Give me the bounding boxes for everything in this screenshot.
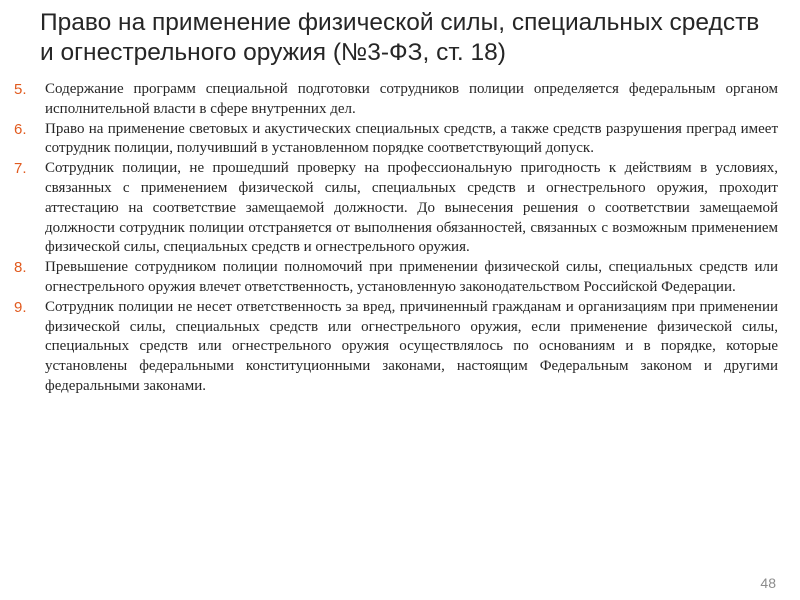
list-item-text: Содержание программ специальной подготовки сотрудников полиции определяется федеральным органом исполнительной власти в сфере внутренних дел.	[45, 81, 778, 117]
list-item-6	[14, 120, 778, 160]
numbered-list	[14, 80, 778, 397]
page-number: 48	[760, 575, 776, 591]
list-item-number: 5.	[14, 81, 27, 98]
slide-title: Право на применение физической силы, специальных средств и огнестрельного оружия (№3-ФЗ, ст. 18)	[40, 9, 760, 66]
list-item-8	[14, 258, 778, 298]
list-item-number: 8.	[14, 259, 27, 277]
list-item-number: 6.	[14, 120, 27, 138]
list-item-9	[14, 298, 778, 397]
list-item-text: Сотрудник полиции, не прошедший проверку на профессиональную пригодность к действиям в условиях, связанных с применением физической силы, специальных средств и огнестрельного оружия, проходит аттестацию на соответствие замещаемой должности. До вынесения решения о соответствии замещаемой должности сотрудник полиции отстраняется от выполнения обязанностей, связанных с возможным применением физической силы, специальных средств и огнестрельного оружия.	[45, 160, 778, 256]
list-item-number: 7.	[14, 160, 27, 178]
list-item-7	[14, 159, 778, 258]
list-item-5	[14, 80, 778, 120]
list-item-text: Право на применение световых и акустических специальных средств, а также средств разрушения преград имеет сотрудник полиции, получивший в установленном порядке соответствующий допуск.	[45, 120, 778, 157]
list-item-text: Сотрудник полиции не несет ответственность за вред, причиненный гражданам и организациям при применении физической силы, специальных средств или огнестрельного оружия, если применение физической силы, специальных средств или огнестрельного оружия осуществлялось по основаниям и в порядке, которые установлены федеральными конституционными законами, настоящим Федеральным законом и другими федеральными законами.	[45, 298, 778, 394]
list-item-number: 9.	[14, 298, 27, 316]
list-item-text: Превышение сотрудником полиции полномочий при применении физической силы, специальных средств или огнестрельного оружия влечет ответственность, установленную законодательством Российской Федерации.	[45, 259, 778, 295]
